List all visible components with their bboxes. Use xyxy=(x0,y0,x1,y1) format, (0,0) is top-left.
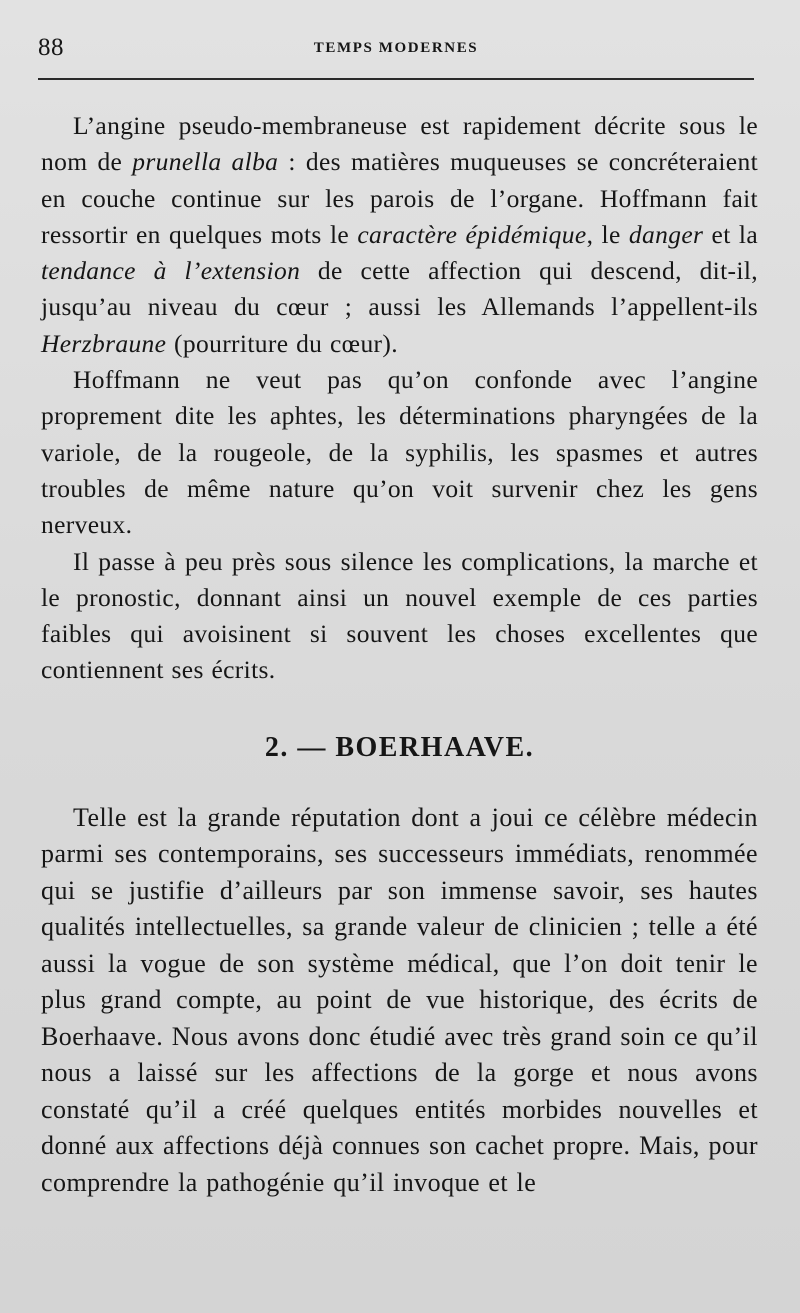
text-run: , le xyxy=(586,219,629,249)
italic-term: prunella alba xyxy=(132,147,279,177)
italic-term: tendance à l’extension xyxy=(41,256,301,286)
page-number: 88 xyxy=(38,34,64,61)
page-body xyxy=(41,108,758,1201)
paragraph-complications: Il passe à peu près sous silence les complications, la marche et le pronostic, donnant ainsi un nouvel exemple de ces parties faibles qui avoisinent si souvent les choses excellentes que contiennent ses écrits. xyxy=(41,546,758,685)
paragraph-angine xyxy=(41,108,758,362)
italic-term: danger xyxy=(628,219,704,249)
text-run: de cette affection qui descend, dit-il, jusqu’au niveau du cœur ; aussi les Allemands l’appellent-ils xyxy=(41,256,758,322)
text-run: : des matières muqueuses se concréteraient en couche continue sur les parois de l’organe. Hoffmann fait ressortir en quelques mots le xyxy=(41,147,759,249)
running-header xyxy=(38,34,754,64)
text-run: L’angine pseudo-membraneuse est rapidement décrite sous le nom de xyxy=(41,111,758,177)
text-run: (pourriture du cœur). xyxy=(166,328,398,358)
header-rule xyxy=(38,78,754,80)
section-heading: 2. — BOERHAAVE. xyxy=(264,731,535,763)
italic-term: Herzbraune xyxy=(41,328,167,358)
paragraph-boerhaave: Telle est la grande réputation dont a joui ce célèbre médecin parmi ses contemporains, ses successeurs immédiats, renommée qui se justifie d’ailleurs par son immense savoir, ses hautes qualités intellectuelles, sa grande valeur de clinicien ; telle a été aussi la vogue de son système médical, que l’on doit tenir le plus grand compte, au point de vue historique, des écrits de Boerhaave. Nous avons donc étudié avec très grand soin ce qu’il nous a laissé sur les affections de la gorge et nous avons constaté qu’il a créé quelques entités morbides nouvelles et donné aux affections déjà connues son cachet propre. Mais, pour comprendre la pathogénie qu’il invoque et le xyxy=(41,802,758,1197)
running-title: TEMPS MODERNES xyxy=(313,40,479,56)
text-run: et la xyxy=(703,219,758,249)
italic-term: caractère épidémique xyxy=(357,219,587,249)
paragraph-hoffmann: Hoffmann ne veut pas qu’on confonde avec l’angine proprement dite les aphtes, les déterminations pharyngées de la variole, de la rougeole, de la syphilis, les spasmes et autres troubles de même nature qu’on voit survenir chez les gens nerveux. xyxy=(41,365,758,540)
